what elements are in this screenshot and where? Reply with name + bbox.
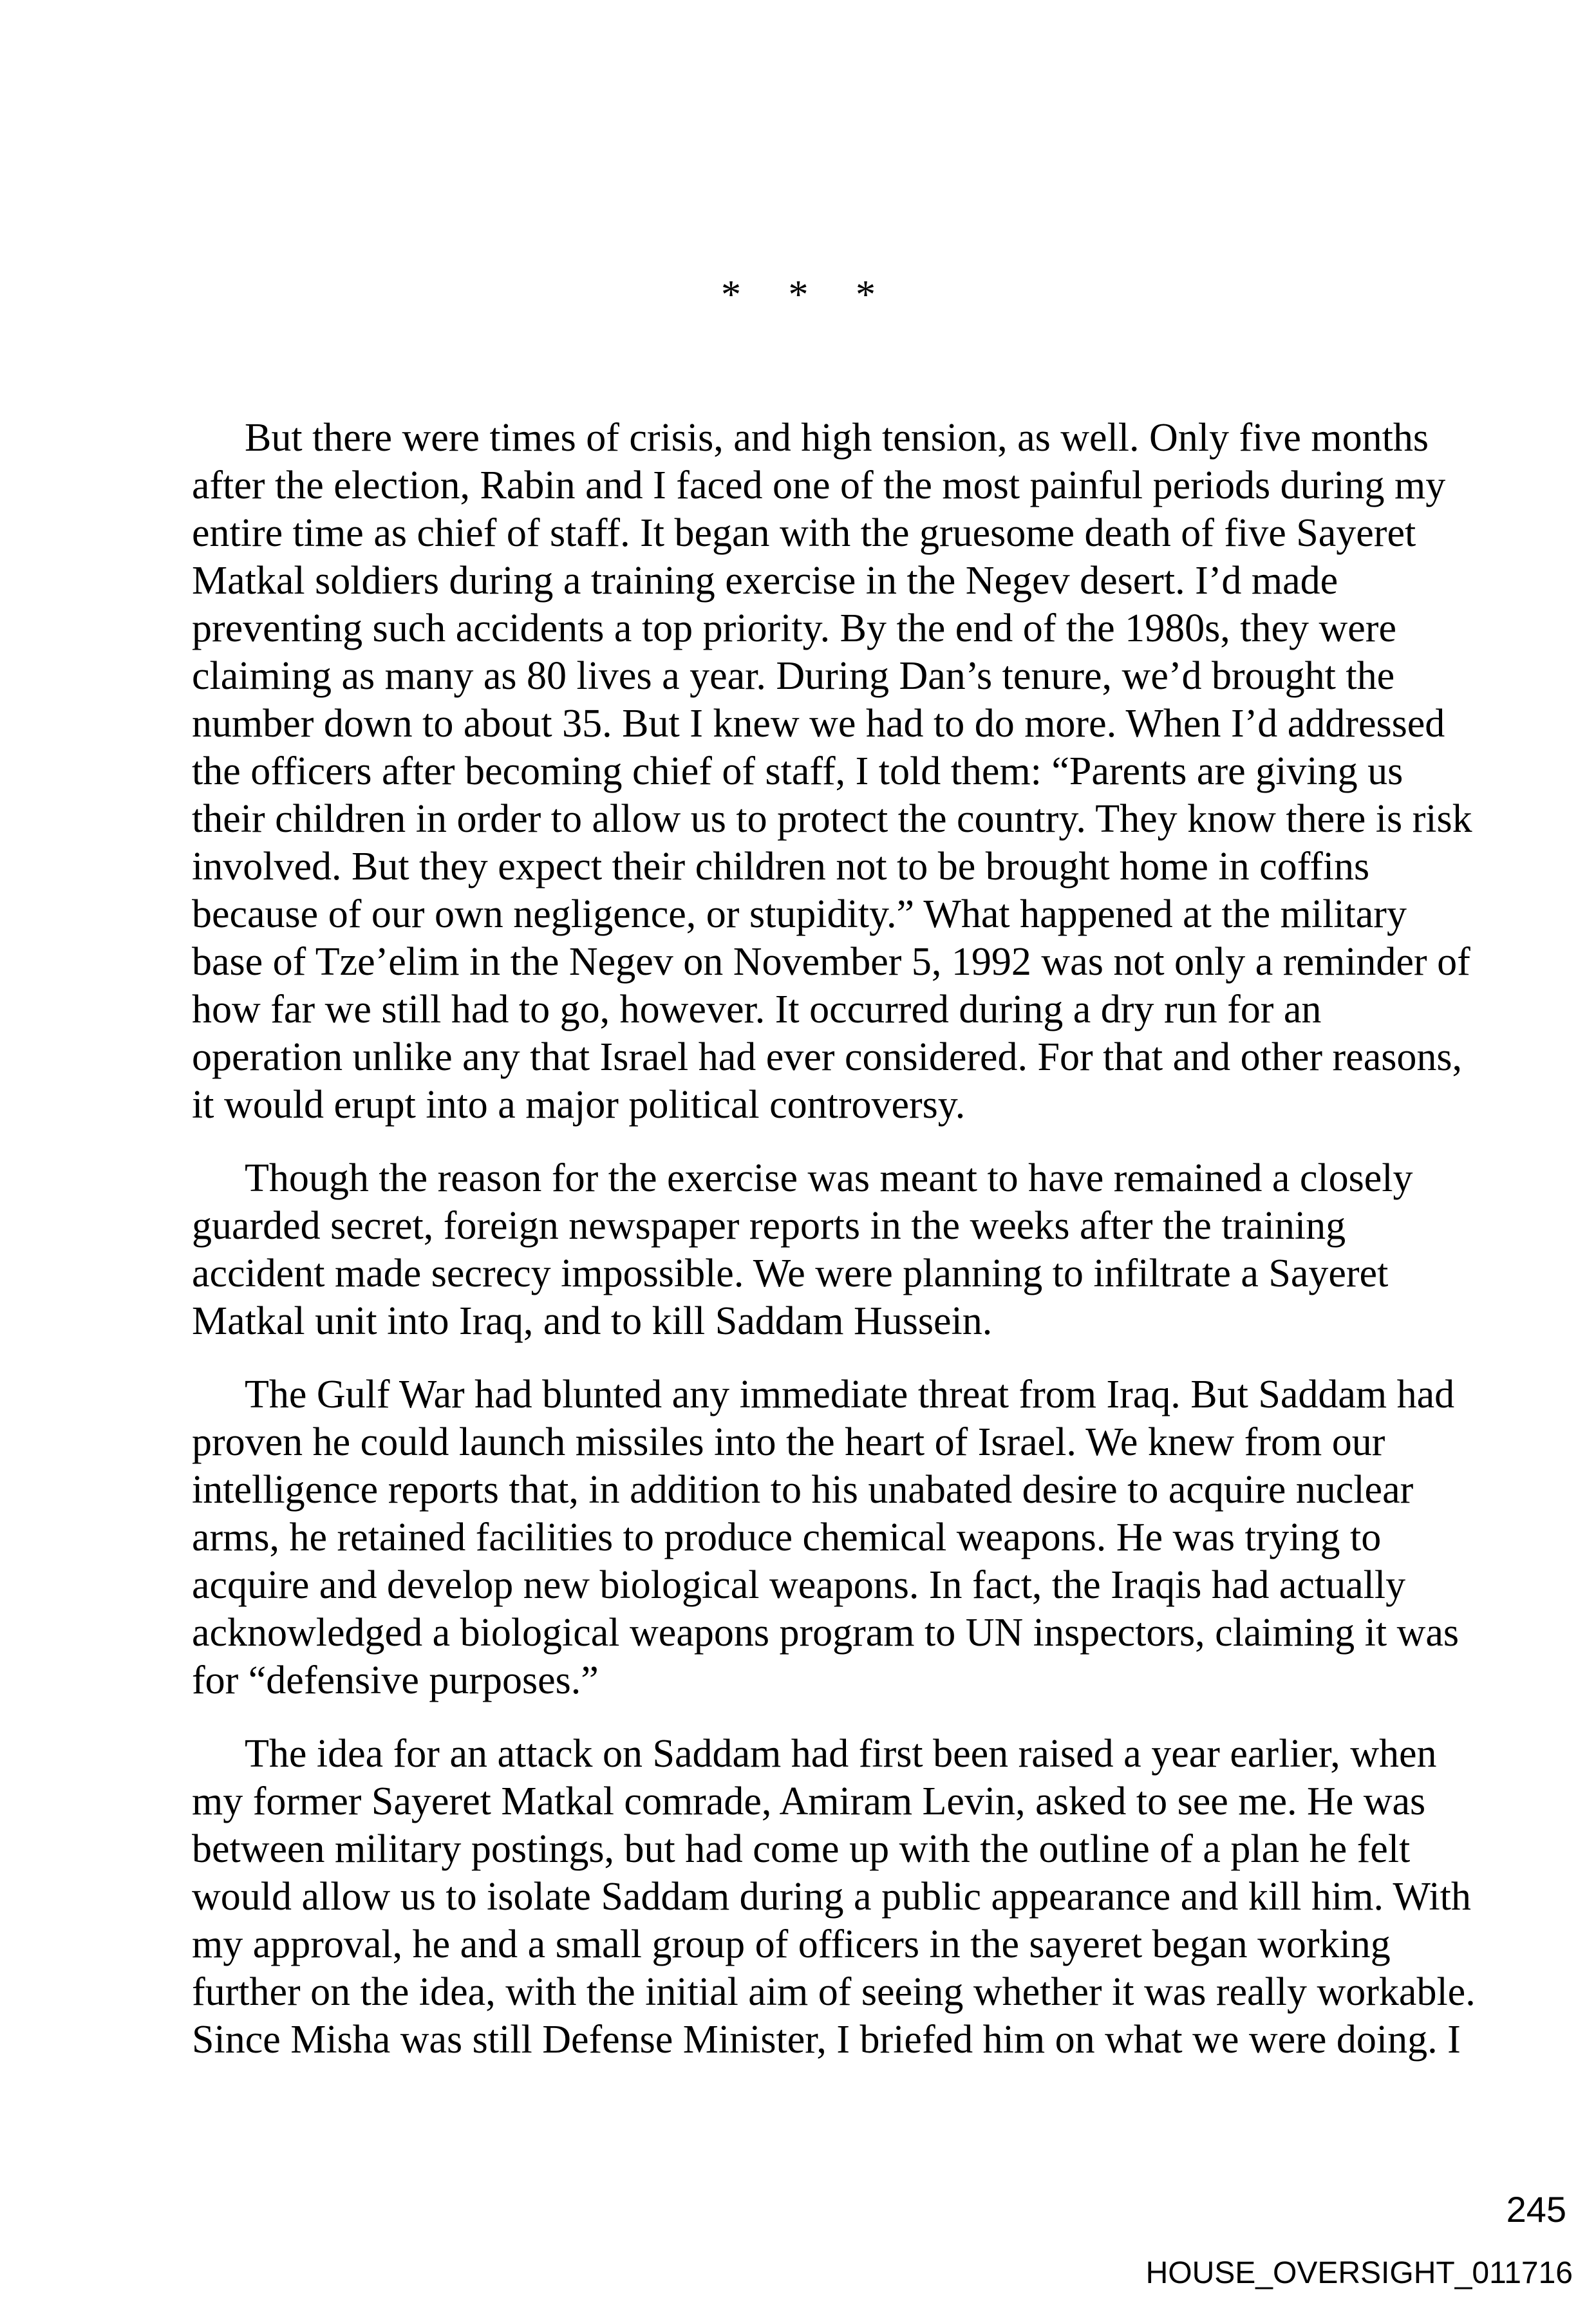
text-line: my approval, he and a small group of officers in the sayeret began working xyxy=(192,1922,1391,1966)
bates-stamp: HOUSE_OVERSIGHT_011716 xyxy=(1145,2256,1573,2290)
page-number: 245 xyxy=(1506,2189,1566,2230)
text-line: base of Tze’elim in the Negev on November 5, 1992 was not only a reminder of xyxy=(192,940,1470,984)
body-paragraph-4 xyxy=(192,1730,1476,2063)
text-line: intelligence reports that, in addition to his unabated desire to acquire nuclear xyxy=(192,1468,1414,1512)
text-line: The idea for an attack on Saddam had first been raised a year earlier, when xyxy=(245,1732,1437,1776)
body-paragraph-1 xyxy=(192,414,1472,1129)
body-paragraph-2 xyxy=(192,1154,1413,1345)
text-line: acknowledged a biological weapons program to UN inspectors, claiming it was xyxy=(192,1611,1459,1655)
text-line: the officers after becoming chief of staff, I told them: “Parents are giving us xyxy=(192,749,1404,793)
text-line: my former Sayeret Matkal comrade, Amiram Levin, asked to see me. He was xyxy=(192,1780,1426,1823)
text-line: because of our own negligence, or stupidity.” What happened at the military xyxy=(192,892,1407,936)
text-line: Matkal soldiers during a training exercise in the Negev desert. I’d made xyxy=(192,559,1338,603)
text-line: proven he could launch missiles into the heart of Israel. We knew from our xyxy=(192,1420,1385,1464)
text-line: guarded secret, foreign newspaper reports in the weeks after the training xyxy=(192,1204,1346,1248)
text-line: claiming as many as 80 lives a year. During Dan’s tenure, we’d brought the xyxy=(192,654,1395,698)
text-line: between military postings, but had come up with the outline of a plan he felt xyxy=(192,1827,1411,1871)
section-break-asterisks: * * * xyxy=(721,273,876,317)
text-line: Though the reason for the exercise was meant to have remained a closely xyxy=(245,1156,1413,1200)
text-line: Since Misha was still Defense Minister, I briefed him on what we were doing. I xyxy=(192,2018,1461,2062)
text-line: would allow us to isolate Saddam during a public appearance and kill him. With xyxy=(192,1875,1471,1919)
text-line: Matkal unit into Iraq, and to kill Saddam Hussein. xyxy=(192,1299,993,1343)
text-line: operation unlike any that Israel had ever considered. For that and other reasons, xyxy=(192,1035,1462,1079)
text-line: But there were times of crisis, and high tension, as well. Only five months xyxy=(245,416,1429,460)
text-line: it would erupt into a major political controversy. xyxy=(192,1083,966,1127)
text-line: involved. But they expect their children not to be brought home in coffins xyxy=(192,845,1370,888)
text-line: accident made secrecy impossible. We were planning to infiltrate a Sayeret xyxy=(192,1252,1389,1295)
text-line: preventing such accidents a top priority. By the end of the 1980s, they were xyxy=(192,606,1396,650)
text-line: The Gulf War had blunted any immediate threat from Iraq. But Saddam had xyxy=(245,1373,1455,1416)
text-line: arms, he retained facilities to produce chemical weapons. He was trying to xyxy=(192,1516,1382,1559)
text-line: their children in order to allow us to protect the country. They know there is risk xyxy=(192,797,1472,841)
text-line: after the election, Rabin and I faced one of the most painful periods during my xyxy=(192,464,1446,507)
body-paragraph-3 xyxy=(192,1371,1459,1704)
text-line: how far we still had to go, however. It occurred during a dry run for an xyxy=(192,988,1322,1031)
text-line: entire time as chief of staff. It began with the gruesome death of five Sayeret xyxy=(192,511,1416,555)
text-line: acquire and develop new biological weapons. In fact, the Iraqis had actually xyxy=(192,1563,1406,1607)
text-line: further on the idea, with the initial aim of seeing whether it was really workable. xyxy=(192,1970,1476,2014)
page-body xyxy=(192,414,1476,2089)
text-line: for “defensive purposes.” xyxy=(192,1659,599,1702)
text-line: number down to about 35. But I knew we had to do more. When I’d addressed xyxy=(192,702,1445,746)
